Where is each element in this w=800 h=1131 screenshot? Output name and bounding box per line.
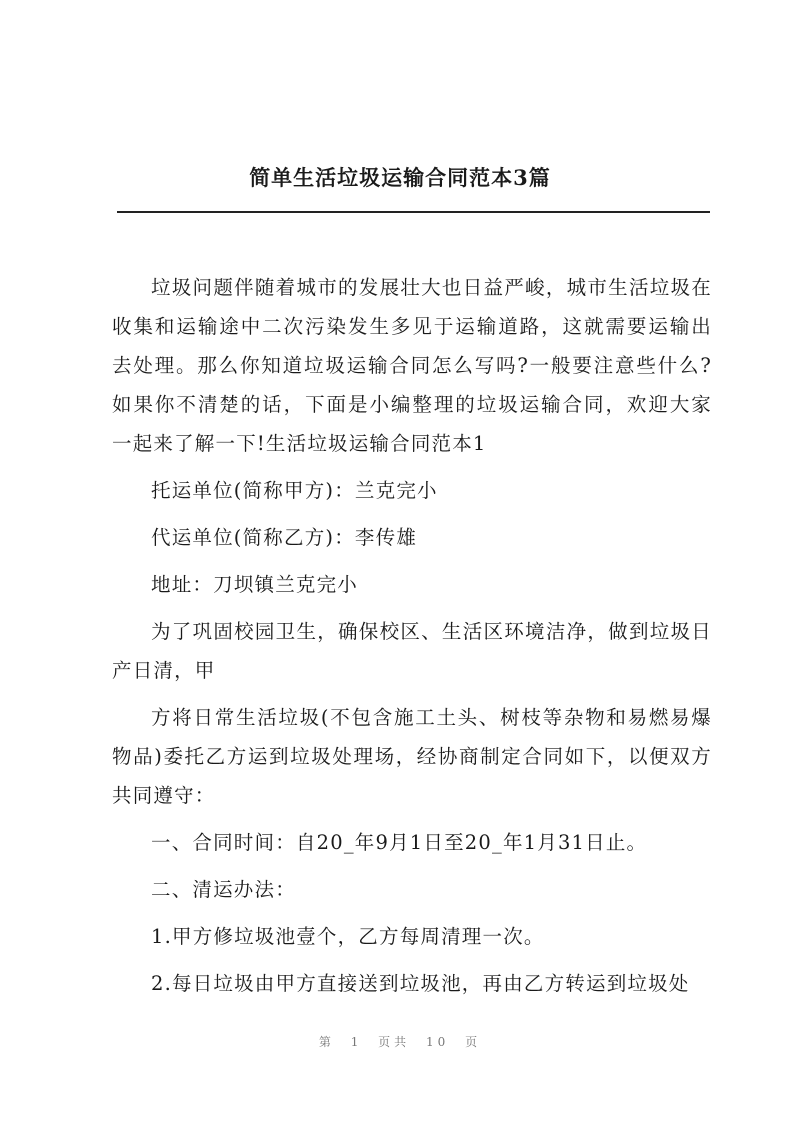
paragraph-contract-term: 一、合同时间：自20_年9月1日至20_年1月31日止。: [151, 831, 648, 854]
paragraph-item-1: 1.甲方修垃圾池壹个，乙方每周清理一次。: [151, 925, 545, 948]
footer-suffix: 页: [465, 1035, 482, 1049]
footer-total-pages: 10: [426, 1035, 450, 1049]
paragraph-agent: 代运单位(简称乙方)：李传雄: [151, 526, 418, 549]
paragraph-address: 地址：刀坝镇兰克完小: [151, 573, 359, 596]
page-footer: [0, 1033, 800, 1050]
document-body: [112, 268, 712, 1011]
paragraph-item-2: 2.每日垃圾由甲方直接送到垃圾池，再由乙方转运到垃圾处: [151, 972, 690, 995]
paragraph-entrust: 方将日常生活垃圾(不包含施工土头、树枝等杂物和易燃易爆物品)委托乙方运到垃圾处理场，经协商制定合同如下，以便双方共同遵守：: [112, 706, 712, 807]
paragraph-consignor: 托运单位(简称甲方)：兰克完小: [151, 479, 438, 502]
footer-page-number: 1: [350, 1035, 363, 1049]
paragraph-purpose: 为了巩固校园卫生，确保校区、生活区环境洁净，做到垃圾日产日清，甲: [112, 620, 712, 682]
paragraph-intro: 垃圾问题伴随着城市的发展壮大也日益严峻，城市生活垃圾在收集和运输途中二次污染发生多见于运输道路，这就需要运输出去处理。那么你知道垃圾运输合同怎么写吗?一般要注意些什么?如果你不清楚的话，下面是小编整理的垃圾运输合同，欢迎大家一起来了解一下!生活垃圾运输合同范本1: [112, 276, 712, 455]
footer-prefix: 第: [318, 1035, 335, 1049]
footer-mid: 页共: [378, 1035, 411, 1049]
document-title: 简单生活垃圾运输合同范本3篇: [249, 165, 551, 190]
title-divider: [117, 211, 710, 213]
paragraph-method-heading: 二、清运办法：: [151, 878, 296, 901]
